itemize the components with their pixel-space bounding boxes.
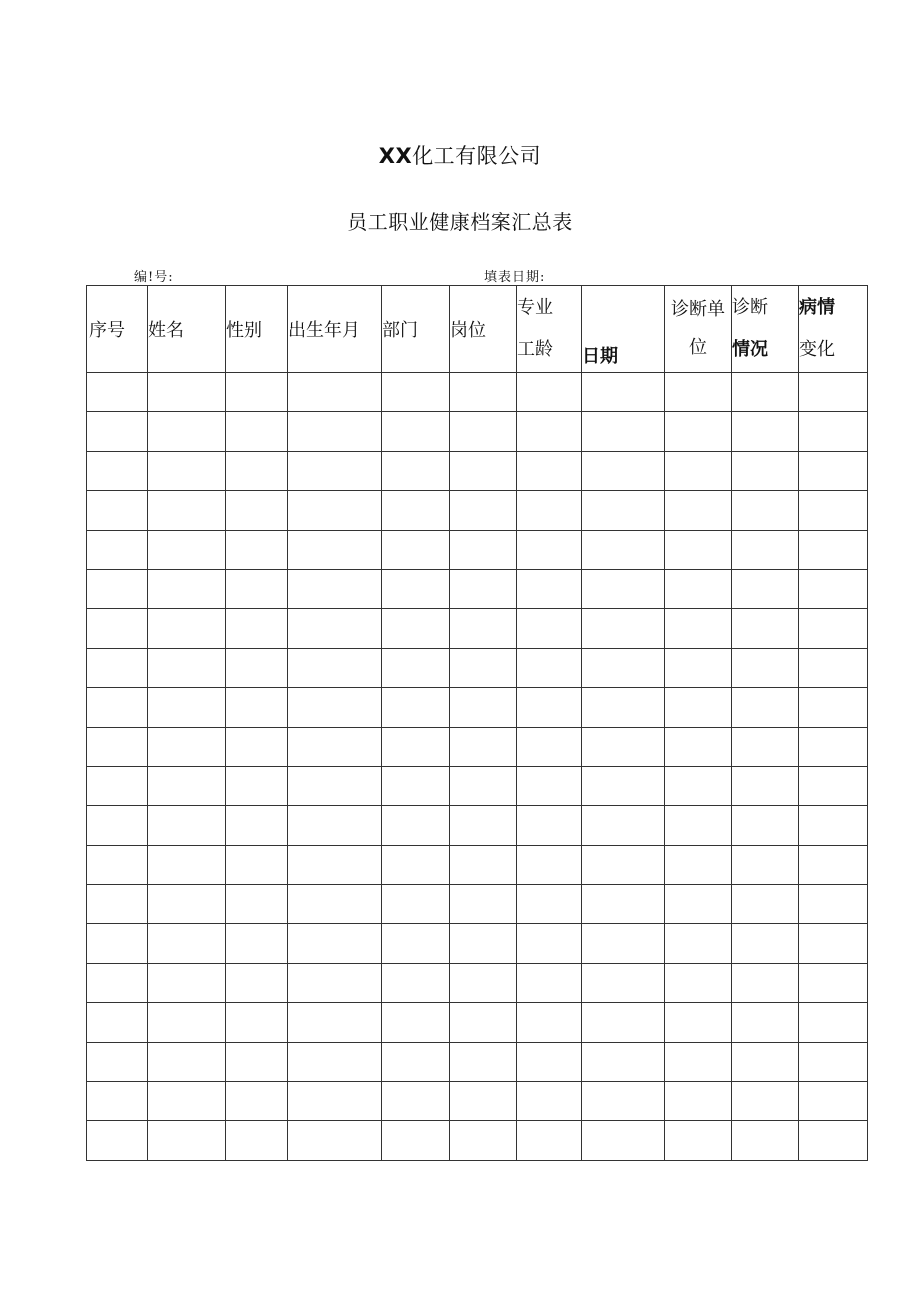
table-cell-post[interactable] — [450, 727, 517, 766]
table-cell-birth[interactable] — [288, 1003, 382, 1042]
table-cell-diag[interactable] — [732, 373, 799, 412]
table-cell-dept[interactable] — [382, 412, 450, 451]
table-cell-change[interactable] — [799, 963, 868, 1002]
table-cell-date[interactable] — [582, 569, 665, 608]
table-cell-gender[interactable] — [226, 648, 288, 687]
page-title: 员工职业健康档案汇总表 — [347, 210, 573, 234]
table-cell-diag[interactable] — [732, 1121, 799, 1160]
header-post: 岗位 — [450, 286, 517, 373]
header-diag-line1: 诊断 — [732, 297, 768, 318]
table-cell-birth[interactable] — [288, 766, 382, 805]
table-cell-years[interactable] — [517, 1042, 582, 1081]
table-cell-birth[interactable] — [288, 569, 382, 608]
table-cell-diag[interactable] — [732, 806, 799, 845]
table-cell-unit[interactable] — [665, 963, 732, 1002]
table-cell-seq[interactable] — [87, 491, 148, 530]
table-cell-change[interactable] — [799, 1121, 868, 1160]
table-cell-diag[interactable] — [732, 1003, 799, 1042]
table-cell-years[interactable] — [517, 412, 582, 451]
table-cell-diag[interactable] — [732, 688, 799, 727]
table-cell-name[interactable] — [148, 491, 226, 530]
table-cell-unit[interactable] — [665, 688, 732, 727]
table-cell-seq[interactable] — [87, 963, 148, 1002]
table-cell-gender[interactable] — [226, 845, 288, 884]
table-cell-unit[interactable] — [665, 609, 732, 648]
table-cell-gender[interactable] — [226, 963, 288, 1002]
table-cell-post[interactable] — [450, 1042, 517, 1081]
table-cell-dept[interactable] — [382, 1121, 450, 1160]
table-cell-birth[interactable] — [288, 1042, 382, 1081]
table-cell-date[interactable] — [582, 727, 665, 766]
table-cell-gender[interactable] — [226, 412, 288, 451]
table-cell-change[interactable] — [799, 1003, 868, 1042]
table-cell-seq[interactable] — [87, 609, 148, 648]
table-cell-diag[interactable] — [732, 963, 799, 1002]
table-cell-dept[interactable] — [382, 963, 450, 1002]
table-cell-gender[interactable] — [226, 1042, 288, 1081]
header-diag — [732, 286, 799, 373]
company-name-rest: 化工有限公司 — [412, 144, 542, 168]
table-cell-name[interactable] — [148, 569, 226, 608]
table-cell-change[interactable] — [799, 373, 868, 412]
table-cell-dept[interactable] — [382, 491, 450, 530]
health-record-table — [86, 285, 868, 1161]
table-cell-gender[interactable] — [226, 1003, 288, 1042]
table-cell-change[interactable] — [799, 569, 868, 608]
table-cell-change[interactable] — [799, 727, 868, 766]
table-cell-birth[interactable] — [288, 885, 382, 924]
table-cell-change[interactable] — [799, 688, 868, 727]
table-cell-gender[interactable] — [226, 530, 288, 569]
table-cell-name[interactable] — [148, 412, 226, 451]
table-cell-date[interactable] — [582, 373, 665, 412]
table-cell-birth[interactable] — [288, 1082, 382, 1121]
table-cell-diag[interactable] — [732, 1082, 799, 1121]
table-cell-unit[interactable] — [665, 727, 732, 766]
table-cell-name[interactable] — [148, 688, 226, 727]
table-cell-date[interactable] — [582, 924, 665, 963]
table-cell-name[interactable] — [148, 1121, 226, 1160]
table-cell-diag[interactable] — [732, 648, 799, 687]
table-cell-name[interactable] — [148, 609, 226, 648]
table-cell-date[interactable] — [582, 530, 665, 569]
table-cell-name[interactable] — [148, 845, 226, 884]
table-cell-unit[interactable] — [665, 569, 732, 608]
table-cell-years[interactable] — [517, 688, 582, 727]
table-row — [87, 1042, 868, 1081]
header-change-line2: 变化 — [799, 339, 835, 360]
table-cell-name[interactable] — [148, 1082, 226, 1121]
table-cell-years[interactable] — [517, 491, 582, 530]
table-cell-date[interactable] — [582, 451, 665, 490]
table-cell-change[interactable] — [799, 766, 868, 805]
table-cell-date[interactable] — [582, 806, 665, 845]
table-row — [87, 885, 868, 924]
table-row — [87, 963, 868, 1002]
table-cell-birth[interactable] — [288, 1121, 382, 1160]
table-cell-gender[interactable] — [226, 451, 288, 490]
table-cell-seq[interactable] — [87, 727, 148, 766]
table-cell-years[interactable] — [517, 766, 582, 805]
table-cell-post[interactable] — [450, 1082, 517, 1121]
table-cell-gender[interactable] — [226, 766, 288, 805]
table-cell-post[interactable] — [450, 648, 517, 687]
table-cell-change[interactable] — [799, 924, 868, 963]
header-date: 日期 — [582, 286, 665, 373]
table-row — [87, 569, 868, 608]
table-cell-seq[interactable] — [87, 1042, 148, 1081]
table-cell-gender[interactable] — [226, 688, 288, 727]
table-cell-post[interactable] — [450, 885, 517, 924]
table-cell-diag[interactable] — [732, 491, 799, 530]
table-cell-date[interactable] — [582, 1003, 665, 1042]
table-cell-gender[interactable] — [226, 806, 288, 845]
table-cell-date[interactable] — [582, 412, 665, 451]
table-cell-birth[interactable] — [288, 451, 382, 490]
table-cell-gender[interactable] — [226, 373, 288, 412]
table-cell-unit[interactable] — [665, 412, 732, 451]
header-years-line2: 工龄 — [517, 339, 553, 360]
table-cell-unit[interactable] — [665, 806, 732, 845]
table-cell-years[interactable] — [517, 727, 582, 766]
table-cell-seq[interactable] — [87, 412, 148, 451]
table-row — [87, 648, 868, 687]
table-cell-name[interactable] — [148, 806, 226, 845]
table-cell-seq[interactable] — [87, 1003, 148, 1042]
table-cell-seq[interactable] — [87, 569, 148, 608]
table-cell-seq[interactable] — [87, 530, 148, 569]
table-cell-diag[interactable] — [732, 609, 799, 648]
table-cell-unit[interactable] — [665, 1042, 732, 1081]
table-cell-years[interactable] — [517, 373, 582, 412]
table-row — [87, 451, 868, 490]
table-cell-dept[interactable] — [382, 569, 450, 608]
table-cell-post[interactable] — [450, 924, 517, 963]
table-cell-unit[interactable] — [665, 766, 732, 805]
table-cell-change[interactable] — [799, 412, 868, 451]
table-cell-birth[interactable] — [288, 648, 382, 687]
table-row — [87, 412, 868, 451]
company-prefix: XX — [378, 144, 413, 168]
table-cell-diag[interactable] — [732, 845, 799, 884]
table-cell-years[interactable] — [517, 963, 582, 1002]
fill-date-label: 填表日期: — [484, 270, 546, 285]
table-cell-dept[interactable] — [382, 727, 450, 766]
table-cell-years[interactable] — [517, 1082, 582, 1121]
table-cell-post[interactable] — [450, 688, 517, 727]
table-cell-birth[interactable] — [288, 924, 382, 963]
table-cell-name[interactable] — [148, 648, 226, 687]
table-cell-name[interactable] — [148, 727, 226, 766]
table-cell-change[interactable] — [799, 609, 868, 648]
company-name — [0, 140, 920, 170]
code-label: 编!号: — [134, 270, 174, 285]
table-row — [87, 373, 868, 412]
table-cell-dept[interactable] — [382, 609, 450, 648]
table-cell-unit[interactable] — [665, 1003, 732, 1042]
table-cell-birth[interactable] — [288, 688, 382, 727]
table-cell-name[interactable] — [148, 1003, 226, 1042]
table-cell-dept[interactable] — [382, 530, 450, 569]
table-cell-dept[interactable] — [382, 373, 450, 412]
table-cell-years[interactable] — [517, 1121, 582, 1160]
table-cell-years[interactable] — [517, 530, 582, 569]
table-cell-seq[interactable] — [87, 648, 148, 687]
table-cell-years[interactable] — [517, 924, 582, 963]
table-cell-date[interactable] — [582, 1042, 665, 1081]
header-years — [517, 286, 582, 373]
header-unit — [665, 286, 732, 373]
table-row — [87, 845, 868, 884]
table-cell-unit[interactable] — [665, 885, 732, 924]
table-cell-change[interactable] — [799, 648, 868, 687]
table-cell-gender[interactable] — [226, 609, 288, 648]
table-cell-diag[interactable] — [732, 412, 799, 451]
header-diag-line2: 情况 — [732, 339, 768, 360]
table-cell-gender[interactable] — [226, 1121, 288, 1160]
table-cell-date[interactable] — [582, 845, 665, 884]
header-name: 姓名 — [148, 286, 226, 373]
table-cell-post[interactable] — [450, 609, 517, 648]
table-cell-dept[interactable] — [382, 766, 450, 805]
table-cell-unit[interactable] — [665, 451, 732, 490]
table-cell-post[interactable] — [450, 451, 517, 490]
table-cell-post[interactable] — [450, 806, 517, 845]
table-cell-dept[interactable] — [382, 1082, 450, 1121]
table-cell-date[interactable] — [582, 885, 665, 924]
table-cell-dept[interactable] — [382, 1042, 450, 1081]
table-row — [87, 688, 868, 727]
table-cell-dept[interactable] — [382, 1003, 450, 1042]
header-birth: 出生年月 — [288, 286, 382, 373]
table-cell-dept[interactable] — [382, 845, 450, 884]
table-cell-diag[interactable] — [732, 530, 799, 569]
table-cell-unit[interactable] — [665, 845, 732, 884]
table-cell-gender[interactable] — [226, 569, 288, 608]
table-cell-dept[interactable] — [382, 806, 450, 845]
table-cell-dept[interactable] — [382, 451, 450, 490]
table-row — [87, 924, 868, 963]
table-cell-gender[interactable] — [226, 491, 288, 530]
table-cell-date[interactable] — [582, 609, 665, 648]
table-cell-seq[interactable] — [87, 806, 148, 845]
header-unit-line2: 位 — [689, 337, 707, 358]
table-cell-date[interactable] — [582, 491, 665, 530]
table-cell-diag[interactable] — [732, 569, 799, 608]
table-cell-post[interactable] — [450, 1121, 517, 1160]
table-cell-gender[interactable] — [226, 885, 288, 924]
table-cell-diag[interactable] — [732, 924, 799, 963]
header-seq: 序号 — [87, 286, 148, 373]
table-row — [87, 727, 868, 766]
table-cell-post[interactable] — [450, 963, 517, 1002]
table-cell-seq[interactable] — [87, 451, 148, 490]
table-cell-years[interactable] — [517, 648, 582, 687]
table-cell-change[interactable] — [799, 845, 868, 884]
table-cell-post[interactable] — [450, 412, 517, 451]
header-gender: 性别 — [226, 286, 288, 373]
table-cell-seq[interactable] — [87, 766, 148, 805]
table-cell-change[interactable] — [799, 451, 868, 490]
header-dept: 部门 — [382, 286, 450, 373]
table-cell-diag[interactable] — [732, 1042, 799, 1081]
table-cell-change[interactable] — [799, 885, 868, 924]
table-cell-post[interactable] — [450, 1003, 517, 1042]
header-change-line1: 病情 — [799, 297, 835, 318]
table-cell-gender[interactable] — [226, 924, 288, 963]
table-cell-post[interactable] — [450, 569, 517, 608]
table-cell-diag[interactable] — [732, 451, 799, 490]
table-cell-date[interactable] — [582, 1082, 665, 1121]
table-cell-birth[interactable] — [288, 963, 382, 1002]
table-cell-seq[interactable] — [87, 924, 148, 963]
table-cell-unit[interactable] — [665, 1082, 732, 1121]
table-row — [87, 1003, 868, 1042]
table-cell-post[interactable] — [450, 766, 517, 805]
table-cell-diag[interactable] — [732, 885, 799, 924]
table-cell-name[interactable] — [148, 924, 226, 963]
table-cell-gender[interactable] — [226, 1082, 288, 1121]
table-cell-seq[interactable] — [87, 885, 148, 924]
table-cell-diag[interactable] — [732, 766, 799, 805]
table-cell-date[interactable] — [582, 688, 665, 727]
header-unit-line1: 诊断单 — [671, 299, 725, 320]
table-cell-years[interactable] — [517, 451, 582, 490]
table-body — [87, 373, 868, 1161]
table-cell-date[interactable] — [582, 1121, 665, 1160]
table-cell-change[interactable] — [799, 806, 868, 845]
table-cell-post[interactable] — [450, 491, 517, 530]
table-cell-seq[interactable] — [87, 1121, 148, 1160]
table-cell-years[interactable] — [517, 845, 582, 884]
table-cell-name[interactable] — [148, 963, 226, 1002]
table-cell-seq[interactable] — [87, 845, 148, 884]
table-cell-birth[interactable] — [288, 373, 382, 412]
table-row — [87, 806, 868, 845]
table-row — [87, 766, 868, 805]
table-cell-name[interactable] — [148, 885, 226, 924]
table-row — [87, 530, 868, 569]
table-cell-years[interactable] — [517, 885, 582, 924]
table-cell-unit[interactable] — [665, 1121, 732, 1160]
table-cell-name[interactable] — [148, 373, 226, 412]
table-cell-name[interactable] — [148, 1042, 226, 1081]
table-cell-unit[interactable] — [665, 924, 732, 963]
table-row — [87, 609, 868, 648]
table-cell-name[interactable] — [148, 451, 226, 490]
table-cell-birth[interactable] — [288, 806, 382, 845]
table-row — [87, 1082, 868, 1121]
table-row — [87, 491, 868, 530]
table-cell-birth[interactable] — [288, 845, 382, 884]
table-cell-birth[interactable] — [288, 609, 382, 648]
table-cell-dept[interactable] — [382, 648, 450, 687]
table-cell-dept[interactable] — [382, 688, 450, 727]
table-cell-unit[interactable] — [665, 648, 732, 687]
table-cell-birth[interactable] — [288, 530, 382, 569]
table-header-row — [87, 286, 868, 373]
table-cell-name[interactable] — [148, 530, 226, 569]
table-cell-dept[interactable] — [382, 885, 450, 924]
table-cell-unit[interactable] — [665, 373, 732, 412]
table-cell-post[interactable] — [450, 530, 517, 569]
table-cell-post[interactable] — [450, 845, 517, 884]
table-cell-date[interactable] — [582, 963, 665, 1002]
table-cell-years[interactable] — [517, 609, 582, 648]
table-row — [87, 1121, 868, 1160]
table-cell-years[interactable] — [517, 806, 582, 845]
table-cell-unit[interactable] — [665, 530, 732, 569]
header-change — [799, 286, 868, 373]
table-cell-change[interactable] — [799, 1042, 868, 1081]
table-cell-years[interactable] — [517, 1003, 582, 1042]
table-cell-date[interactable] — [582, 766, 665, 805]
table-cell-diag[interactable] — [732, 727, 799, 766]
table-cell-change[interactable] — [799, 491, 868, 530]
table-cell-seq[interactable] — [87, 373, 148, 412]
table-cell-gender[interactable] — [226, 727, 288, 766]
table-cell-seq[interactable] — [87, 1082, 148, 1121]
table-cell-change[interactable] — [799, 1082, 868, 1121]
header-years-line1: 专业 — [517, 297, 553, 318]
table-cell-birth[interactable] — [288, 727, 382, 766]
table-cell-change[interactable] — [799, 530, 868, 569]
table-cell-birth[interactable] — [288, 491, 382, 530]
table-cell-years[interactable] — [517, 569, 582, 608]
table-cell-seq[interactable] — [87, 688, 148, 727]
table-cell-post[interactable] — [450, 373, 517, 412]
table-cell-date[interactable] — [582, 648, 665, 687]
table-cell-birth[interactable] — [288, 412, 382, 451]
table-cell-unit[interactable] — [665, 491, 732, 530]
table-cell-dept[interactable] — [382, 924, 450, 963]
table-cell-name[interactable] — [148, 766, 226, 805]
